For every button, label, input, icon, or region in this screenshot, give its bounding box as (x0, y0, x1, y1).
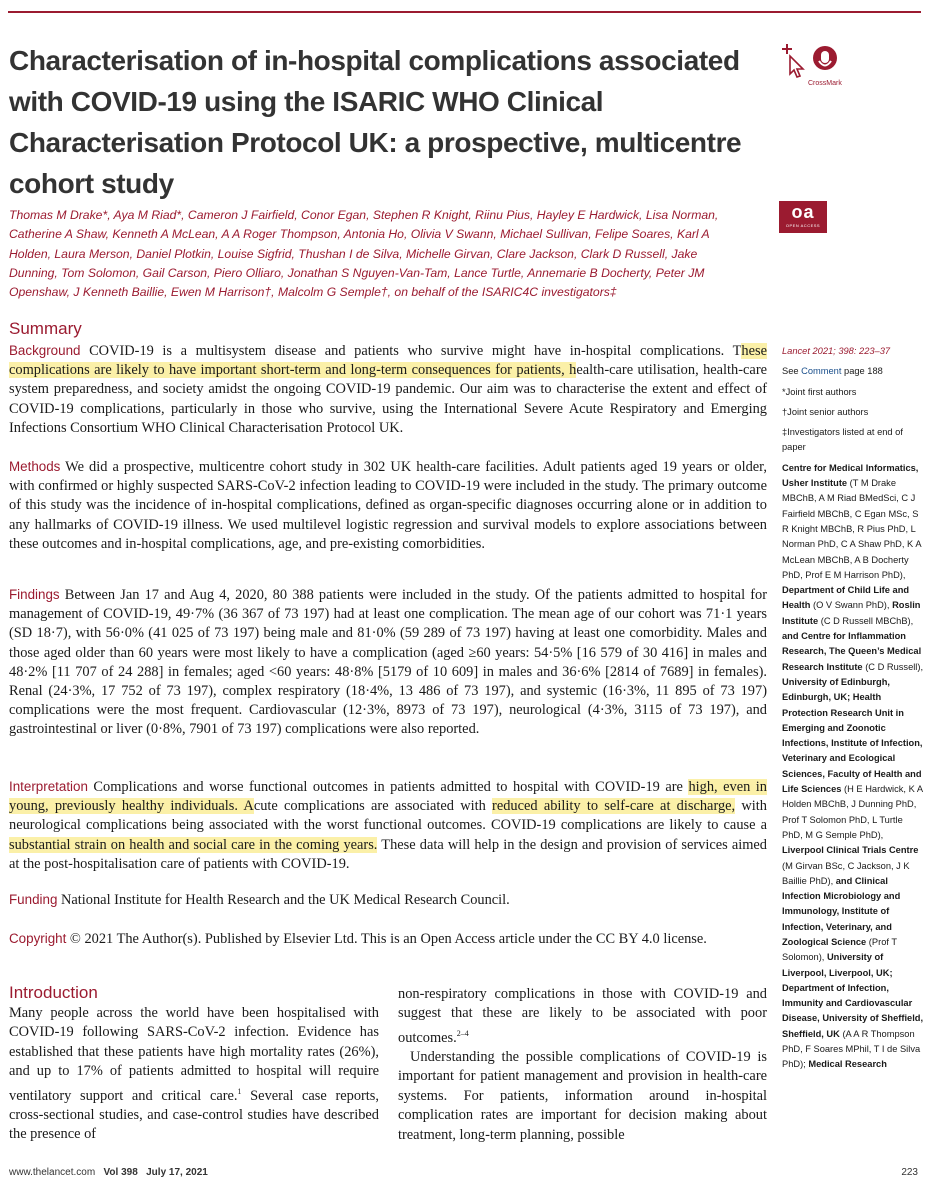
introduction-heading: Introduction (9, 983, 98, 1002)
note-investigators: ‡Investigators listed at end of paper (782, 427, 903, 453)
article-title: Characterisation of in-hospital complications associated with COVID-19 using the ISARIC WHO Clinical Characterisation Protocol UK: a prospective, multicentre cohort study (9, 45, 742, 199)
see-label: See (782, 366, 802, 377)
methods-paragraph (9, 457, 767, 554)
introduction-left-column (9, 1004, 379, 1145)
intro-ref-2: 2–4 (456, 1028, 469, 1038)
citation: Lancet 2021; 398: 223–37 (782, 346, 891, 356)
findings-label: Findings (9, 587, 60, 602)
comment-link[interactable]: Comment (801, 366, 842, 377)
note-joint-senior: †Joint senior authors (782, 406, 869, 417)
affiliation-name: Medical Research (808, 1059, 887, 1070)
affiliation-name: University of Edinburgh, Edinburgh, UK; Health Protection Research Unit in Emerging and Zoonotic Infections, Institute of Infection, Veterinary and Ecological Sciences, Faculty of Health and Life Sciences (782, 676, 923, 795)
oa-badge-subtext: OPEN ACCESS (785, 223, 821, 228)
background-highlight: hese complications are likely to have important short-term and long-term consequences for patients, h (9, 343, 767, 379)
top-rule (8, 11, 921, 13)
author-list: Thomas M Drake*, Aya M Riad*, Cameron J Fairfield, Conor Egan, Stephen R Knight, Riinu Pius, Hayley E Hardwick, Lisa Norman, Catherine A Shaw, Kenneth A McLean, A A Roger Thompson, Antonia Ho, Olivia V Swann, Michael Sullivan, Felipe Soares, Karl A Holden, Laura Merson, Daniel Plotkin, Louise Sigfrid, Thushan I de Silva, Michelle Girvan, Clare Jackson, Clark D Russell, Jake Dunning, Tom Solomon, Gail Carson, Piero Olliaro, Jonathan S Nguyen-Van-Tam, Lance Turtle, Annemarie B Docherty, Peter JM Openshaw, J Kenneth Baillie, Ewen M Harrison†, Malcolm G Semple†, on behalf of the ISARIC4C investigators‡ (9, 208, 719, 300)
affiliation-name: and Clinical Infection Microbiology and Immunology, Institute of Infection, Veterinary, and Zoological Science (782, 875, 901, 947)
footer-site[interactable]: www.thelancet.com (9, 1167, 96, 1178)
see-comment (782, 364, 924, 379)
background-label: Background (9, 343, 81, 358)
summary-heading: Summary (9, 319, 82, 338)
affiliation-name: University of Liverpool, Liverpool, UK; Department of Infection, Immunity and Cardiovascular Disease, University of Sheffield, Sheffield, UK (782, 952, 924, 1039)
footer-left (9, 1167, 208, 1178)
sidebar-notes (782, 344, 924, 1073)
background-text-a: COVID-19 is a multisystem disease and patients who survive might have in-hospital complications. T (89, 343, 742, 359)
affiliation-members: (O V Swann PhD), (810, 600, 893, 611)
affiliation-members: (A A R Thompson PhD, F Soares MPhil, T I de Silva PhD); (782, 1028, 921, 1070)
affiliation-name: Liverpool Clinical Trials Centre (782, 845, 919, 856)
affiliation-members: (H E Hardwick, K A Holden MBChB, J Dunning PhD, Prof T Solomon PhD, L Turtle PhD, M G Semple PhD), (782, 784, 923, 840)
affiliation-members: (Prof T Solomon), (782, 936, 897, 963)
affiliation-name: and Centre for Inflammation Research, The Queen’s Medical Research Institute (782, 631, 922, 672)
background-text-b: ealth-care utilisation, health-care system preparedness, and society amidst the ongoing COVID-19 pandemic. Our aim was to characterise the extent and effect of COVID-19 complications, particularly in those who survive, using the International Severe Acute Respiratory and Emerging Infections Consortium WHO Clinical Characterisation Protocol UK. (9, 362, 768, 436)
intro-left-text-2: Several case reports, cross-sectional studies, and case-control studies have described the presence of (9, 1087, 379, 1143)
intro-left-text: Many people across the world have been hospitalised with COVID-19 following SARS-CoV-2 infection. Evidence has established that these patients have high mortality rates (26%), and up to 17% of patients admitted to hospital will require ventilatory support and critical care. (9, 1005, 379, 1104)
affiliation-members: (C D Russell), (862, 661, 924, 672)
intro-right-para-1 (398, 985, 767, 1048)
affiliations (782, 461, 924, 1073)
methods-label: Methods (9, 459, 61, 474)
methods-text: We did a prospective, multicentre cohort study in 302 UK health-care facilities. Adult patients aged 19 years or older, with confirmed or highly suspected SARS-CoV-2 infection leading to COVID-19 were included in the study. The primary outcome of this study was the incidence of in-hospital complications, defined as organ-specific diagnoses occurring alone or in addition to any hallmarks of COVID-19 illness. We used multilevel logistic regression and survival models to explore associations between these outcomes and in-hospital complications, age, and pre-existing comorbidities. (9, 459, 767, 552)
funding-text: National Institute for Health Research and the UK Medical Research Council. (61, 892, 510, 908)
interpretation-highlight-2: reduced ability to self-care at discharge, (492, 798, 736, 815)
comment-page: page 188 (841, 366, 883, 377)
intro-right-para-2: Understanding the possible complications of COVID-19 is important for patient management and provision in health-care systems. For patients, information around in-hospital complication rates are important for decision making about treatment, long-term planning, possible (398, 1049, 767, 1143)
open-access-badge (779, 201, 827, 233)
copyright-label: Copyright (9, 931, 67, 946)
interpretation-paragraph (9, 777, 767, 874)
affiliation-name: Roslin Institute (782, 600, 921, 626)
interpretation-highlight-3: substantial strain on health and social care in the coming years. (9, 836, 378, 853)
intro-right-text-1: non-respiratory complications in those with COVID-19 and suggest that these are likely to be associated with poor outcomes. (398, 986, 767, 1046)
affiliation-members: (M Girvan BSc, C Jackson, J K Baillie PhD), (782, 860, 910, 886)
interpretation-text-3: with neurological complications being associated with the worst functional outcomes. COVID-19 complications are likely to cause a (9, 798, 768, 834)
findings-paragraph (9, 585, 767, 740)
note-joint-first: *Joint first authors (782, 386, 857, 397)
footer-volume: Vol 398 (103, 1167, 138, 1178)
funding-paragraph (9, 890, 767, 910)
findings-text: Between Jan 17 and Aug 4, 2020, 80 388 patients were included in the study. Of the patients admitted to hospital for management of COVID-19, 49·7% (36 367 of 73 197) had at least one complication. The mean age of our cohort was 71·1 years (SD 18·7), with 56·0% (41 025 of 73 197) being male and 81·0% (59 289 of 73 197) having at least one comorbidity. Males and those aged older than 60 years were most likely to have a complication (aged ≥60 years: 54·5% [16 579 of 30 416] in males and 48·2% [11 707 of 24 288] in females; aged <60 years: 48·8% [5179 of 10 609] in males and 36·6% [2814 of 7689] in females). Renal (24·3%, 17 752 of 73 197), complex respiratory (18·4%, 13 486 of 73 197), and systemic (16·3%, 11 895 of 73 197) complications were the most frequent. Cardiovascular (12·3%, 8973 of 73 197), neurological (4·3%, 3115 of 73 197), and gastrointestinal or liver (0·8%, 7901 of 73 197) complications were also reported. (9, 587, 767, 738)
crossmark-label: CrossMark (808, 80, 842, 87)
intro-ref-1: 1 (237, 1086, 242, 1096)
background-paragraph (9, 341, 767, 438)
affiliation-members: (C D Russell MBChB), (818, 615, 914, 626)
oa-badge-text: oa (791, 202, 815, 222)
interpretation-text-2: cute complications are associated with (253, 798, 493, 815)
affiliation-members: (T M Drake MBChB, A M Riad BMedSci, C J Fairfield MBChB, C Egan MSc, S R Knight MBChB, R Pius PhD, L Norman PhD, C A Shaw PhD, K A McLean MBChB, A B Docherty PhD, Prof E M Harrison PhD), (782, 478, 922, 580)
interpretation-text-4: These data will help in the design and provision of services aimed at the post-hospitalisation care of patients with COVID-19. (9, 836, 767, 872)
affiliation-name: Department of Child Life and Health (782, 585, 910, 611)
copyright-paragraph (9, 929, 767, 949)
interpretation-label: Interpretation (9, 779, 88, 794)
affiliation-name: Centre for Medical Informatics, Usher Institute (782, 462, 919, 489)
interpretation-text-1: Complications and worse functional outcomes in patients admitted to hospital with COVID-19 are (93, 779, 689, 795)
copyright-text: © 2021 The Author(s). Published by Elsevier Ltd. This is an Open Access article under the CC BY 4.0 license. (69, 931, 707, 947)
page-number: 223 (901, 1167, 918, 1178)
footer-date: July 17, 2021 (146, 1167, 208, 1178)
funding-label: Funding (9, 892, 58, 907)
interpretation-highlight-1: high, even in young, previously healthy individuals. A (9, 779, 767, 815)
introduction-right-column (398, 985, 767, 1145)
